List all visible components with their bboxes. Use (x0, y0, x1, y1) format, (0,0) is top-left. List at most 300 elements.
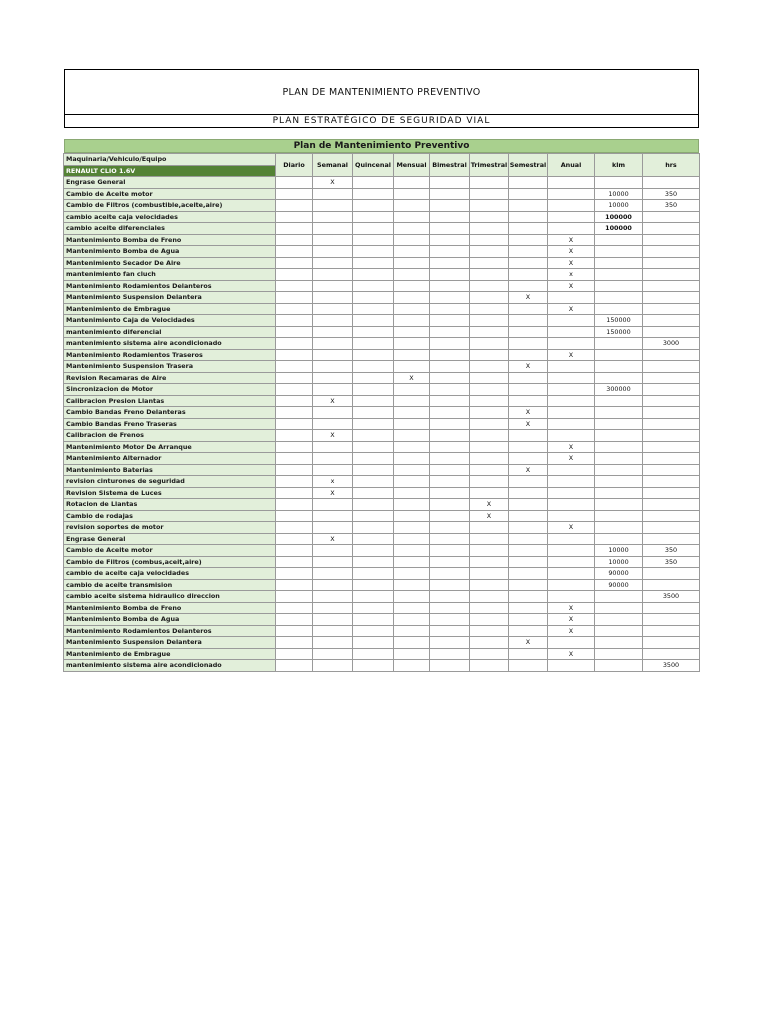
cell-anual: X (548, 349, 595, 361)
cell-quincenal (353, 200, 394, 212)
cell-hrs (643, 223, 700, 235)
cell-quincenal (353, 234, 394, 246)
cell-diario (276, 349, 313, 361)
cell-klm (595, 361, 643, 373)
cell-anual (548, 292, 595, 304)
cell-diario (276, 499, 313, 511)
cell-quincenal (353, 499, 394, 511)
cell-diario (276, 177, 313, 189)
cell-mensual (394, 453, 430, 465)
row-label: Cambio de Aceite motor (64, 545, 276, 557)
row-label: revision soportes de motor (64, 522, 276, 534)
cell-hrs (643, 476, 700, 488)
cell-anual (548, 430, 595, 442)
cell-hrs (643, 637, 700, 649)
cell-diario (276, 418, 313, 430)
table-row (64, 200, 700, 212)
table-row (64, 177, 700, 189)
row-label: Cambio de rodajas (64, 510, 276, 522)
cell-diario (276, 223, 313, 235)
cell-anual: X (548, 648, 595, 660)
cell-semanal (313, 211, 353, 223)
cell-semestral (509, 338, 548, 350)
cell-klm: 150000 (595, 326, 643, 338)
cell-semestral (509, 257, 548, 269)
cell-hrs (643, 441, 700, 453)
cell-bimestral (430, 407, 470, 419)
cell-trimestral (470, 246, 509, 258)
row-label: Mantenimiento Suspension Delantera (64, 637, 276, 649)
cell-quincenal (353, 602, 394, 614)
cell-klm: 10000 (595, 556, 643, 568)
cell-anual (548, 637, 595, 649)
row-label: Calibracion Presion Llantas (64, 395, 276, 407)
cell-semestral (509, 280, 548, 292)
cell-anual (548, 223, 595, 235)
col-header-diario: Diario (276, 154, 313, 177)
cell-mensual (394, 384, 430, 396)
cell-anual: X (548, 303, 595, 315)
document-header (64, 69, 699, 128)
cell-mensual (394, 315, 430, 327)
cell-hrs (643, 522, 700, 534)
cell-trimestral (470, 556, 509, 568)
cell-quincenal (353, 556, 394, 568)
cell-klm (595, 476, 643, 488)
cell-trimestral (470, 464, 509, 476)
cell-quincenal (353, 292, 394, 304)
cell-mensual (394, 441, 430, 453)
cell-bimestral (430, 430, 470, 442)
table-row (64, 280, 700, 292)
cell-bimestral (430, 556, 470, 568)
cell-bimestral (430, 280, 470, 292)
cell-anual: X (548, 602, 595, 614)
cell-semanal (313, 372, 353, 384)
cell-semestral (509, 315, 548, 327)
cell-bimestral (430, 602, 470, 614)
row-label: Mantenimiento Rodamientos Traseros (64, 349, 276, 361)
cell-quincenal (353, 591, 394, 603)
cell-anual (548, 556, 595, 568)
cell-mensual (394, 269, 430, 281)
cell-semanal (313, 407, 353, 419)
row-label: mantenimiento diferencial (64, 326, 276, 338)
cell-diario (276, 338, 313, 350)
row-label: Mantenimiento Secador De Aire (64, 257, 276, 269)
cell-hrs (643, 430, 700, 442)
cell-semestral (509, 188, 548, 200)
row-label: Mantenimiento Bomba de Agua (64, 246, 276, 258)
cell-hrs (643, 372, 700, 384)
cell-bimestral (430, 395, 470, 407)
row-label: Rotacion de Llantas (64, 499, 276, 511)
cell-diario (276, 395, 313, 407)
cell-semestral (509, 211, 548, 223)
cell-quincenal (353, 246, 394, 258)
cell-hrs (643, 303, 700, 315)
cell-semestral: X (509, 361, 548, 373)
row-label: Cambio de Aceite motor (64, 188, 276, 200)
table-row (64, 395, 700, 407)
cell-semanal (313, 292, 353, 304)
cell-quincenal (353, 533, 394, 545)
cell-trimestral (470, 200, 509, 212)
cell-anual: x (548, 269, 595, 281)
cell-semanal (313, 303, 353, 315)
cell-mensual (394, 579, 430, 591)
cell-semestral (509, 349, 548, 361)
cell-semanal (313, 522, 353, 534)
cell-trimestral (470, 280, 509, 292)
cell-bimestral (430, 246, 470, 258)
cell-bimestral (430, 211, 470, 223)
cell-trimestral (470, 177, 509, 189)
cell-hrs (643, 269, 700, 281)
cell-semestral (509, 545, 548, 557)
cell-mensual: X (394, 372, 430, 384)
cell-diario (276, 591, 313, 603)
cell-trimestral (470, 441, 509, 453)
cell-hrs (643, 568, 700, 580)
row-label: cambio aceite caja velocidades (64, 211, 276, 223)
cell-anual (548, 188, 595, 200)
row-label: mantenimiento fan cluch (64, 269, 276, 281)
cell-semanal (313, 418, 353, 430)
cell-semanal (313, 326, 353, 338)
cell-trimestral (470, 223, 509, 235)
cell-diario (276, 453, 313, 465)
cell-diario (276, 533, 313, 545)
cell-anual: X (548, 614, 595, 626)
cell-anual (548, 545, 595, 557)
plan-title: Plan de Mantenimiento Preventivo (64, 139, 699, 153)
cell-bimestral (430, 177, 470, 189)
cell-diario (276, 407, 313, 419)
cell-trimestral (470, 637, 509, 649)
table-row (64, 510, 700, 522)
col-header-bimestral: Bimestral (430, 154, 470, 177)
cell-anual: X (548, 441, 595, 453)
cell-semanal (313, 441, 353, 453)
cell-bimestral (430, 625, 470, 637)
cell-semestral: X (509, 418, 548, 430)
table-row (64, 349, 700, 361)
cell-diario (276, 430, 313, 442)
row-label: Engrase General (64, 177, 276, 189)
cell-semestral (509, 223, 548, 235)
cell-quincenal (353, 384, 394, 396)
cell-semestral (509, 522, 548, 534)
cell-mensual (394, 614, 430, 626)
cell-klm: 150000 (595, 315, 643, 327)
cell-klm (595, 533, 643, 545)
cell-mensual (394, 568, 430, 580)
cell-semanal: X (313, 533, 353, 545)
cell-klm (595, 441, 643, 453)
cell-bimestral (430, 510, 470, 522)
cell-trimestral (470, 234, 509, 246)
cell-diario (276, 280, 313, 292)
cell-bimestral (430, 533, 470, 545)
cell-semanal (313, 200, 353, 212)
cell-hrs (643, 234, 700, 246)
cell-hrs (643, 315, 700, 327)
row-label: Calibracion de Frenos (64, 430, 276, 442)
row-label: Sincronizacion de Motor (64, 384, 276, 396)
cell-semestral: X (509, 464, 548, 476)
cell-diario (276, 625, 313, 637)
cell-semanal: X (313, 487, 353, 499)
cell-semestral (509, 453, 548, 465)
cell-semanal: X (313, 177, 353, 189)
cell-mensual (394, 361, 430, 373)
cell-trimestral (470, 211, 509, 223)
cell-klm (595, 234, 643, 246)
cell-klm (595, 499, 643, 511)
cell-hrs (643, 533, 700, 545)
cell-klm (595, 648, 643, 660)
cell-semanal (313, 257, 353, 269)
cell-trimestral (470, 315, 509, 327)
cell-bimestral (430, 441, 470, 453)
cell-diario (276, 648, 313, 660)
cell-hrs (643, 326, 700, 338)
table-row (64, 372, 700, 384)
table-row (64, 418, 700, 430)
cell-trimestral (470, 292, 509, 304)
cell-bimestral (430, 188, 470, 200)
cell-semanal (313, 453, 353, 465)
cell-diario (276, 476, 313, 488)
col-header-mensual: Mensual (394, 154, 430, 177)
cell-quincenal (353, 280, 394, 292)
cell-klm (595, 453, 643, 465)
cell-semanal (313, 361, 353, 373)
table-row (64, 522, 700, 534)
document-title: PLAN DE MANTENIMIENTO PREVENTIVO (65, 70, 698, 115)
cell-semestral (509, 395, 548, 407)
cell-quincenal (353, 545, 394, 557)
cell-semanal (313, 499, 353, 511)
cell-semanal: X (313, 395, 353, 407)
cell-diario (276, 568, 313, 580)
table-row (64, 453, 700, 465)
cell-semestral (509, 556, 548, 568)
cell-semestral (509, 591, 548, 603)
cell-quincenal (353, 372, 394, 384)
cell-anual (548, 591, 595, 603)
cell-anual (548, 361, 595, 373)
cell-diario (276, 315, 313, 327)
cell-semanal (313, 660, 353, 672)
cell-diario (276, 660, 313, 672)
cell-anual (548, 579, 595, 591)
table-row (64, 602, 700, 614)
cell-mensual (394, 234, 430, 246)
cell-semestral (509, 510, 548, 522)
cell-semanal (313, 464, 353, 476)
cell-semestral (509, 660, 548, 672)
row-label: Engrase General (64, 533, 276, 545)
cell-bimestral (430, 349, 470, 361)
cell-diario (276, 211, 313, 223)
cell-semanal (313, 648, 353, 660)
cell-mensual (394, 177, 430, 189)
cell-semanal (313, 637, 353, 649)
cell-semanal (313, 568, 353, 580)
cell-bimestral (430, 372, 470, 384)
cell-trimestral (470, 591, 509, 603)
cell-bimestral (430, 384, 470, 396)
cell-mensual (394, 464, 430, 476)
cell-diario (276, 234, 313, 246)
cell-bimestral (430, 315, 470, 327)
cell-klm (595, 246, 643, 258)
cell-anual (548, 464, 595, 476)
cell-semestral: X (509, 407, 548, 419)
cell-anual (548, 568, 595, 580)
row-label: Mantenimiento Suspension Delantera (64, 292, 276, 304)
cell-klm: 10000 (595, 188, 643, 200)
cell-hrs (643, 499, 700, 511)
cell-bimestral (430, 637, 470, 649)
cell-klm (595, 637, 643, 649)
row-label: Cambio de Filtros (combustible,aceite,aire) (64, 200, 276, 212)
cell-quincenal (353, 453, 394, 465)
row-label: Mantenimiento Bomba de Freno (64, 234, 276, 246)
row-label: revision cinturones de seguridad (64, 476, 276, 488)
table-row (64, 476, 700, 488)
cell-diario (276, 545, 313, 557)
cell-anual (548, 418, 595, 430)
table-row (64, 315, 700, 327)
table-row (64, 441, 700, 453)
cell-semestral (509, 326, 548, 338)
document-subtitle: PLAN ESTRATÉGICO DE SEGURIDAD VIAL (272, 116, 491, 126)
cell-diario (276, 384, 313, 396)
table-row (64, 407, 700, 419)
cell-klm: 10000 (595, 200, 643, 212)
cell-semanal (313, 315, 353, 327)
col-header-trimestral: Trimestral (470, 154, 509, 177)
cell-semestral (509, 246, 548, 258)
cell-klm (595, 660, 643, 672)
row-label: Cambio Bandas Freno Traseras (64, 418, 276, 430)
cell-bimestral (430, 591, 470, 603)
cell-semestral (509, 384, 548, 396)
cell-semestral (509, 648, 548, 660)
cell-hrs (643, 257, 700, 269)
cell-diario (276, 464, 313, 476)
table-row (64, 246, 700, 258)
cell-trimestral (470, 418, 509, 430)
cell-bimestral (430, 303, 470, 315)
table-row (64, 430, 700, 442)
cell-hrs: 350 (643, 188, 700, 200)
cell-quincenal (353, 522, 394, 534)
cell-hrs (643, 487, 700, 499)
col-header-anual: Anual (548, 154, 595, 177)
cell-hrs: 350 (643, 556, 700, 568)
cell-quincenal (353, 315, 394, 327)
cell-quincenal (353, 660, 394, 672)
cell-quincenal (353, 614, 394, 626)
cell-mensual (394, 499, 430, 511)
table-row (64, 211, 700, 223)
row-label: Mantenimiento de Embrague (64, 648, 276, 660)
cell-hrs (643, 384, 700, 396)
cell-mensual (394, 591, 430, 603)
cell-mensual (394, 487, 430, 499)
cell-bimestral (430, 200, 470, 212)
cell-quincenal (353, 395, 394, 407)
cell-hrs: 3500 (643, 591, 700, 603)
cell-semanal (313, 384, 353, 396)
cell-klm (595, 430, 643, 442)
cell-mensual (394, 556, 430, 568)
col-header-semanal: Semanal (313, 154, 353, 177)
cell-semestral (509, 625, 548, 637)
cell-semanal (313, 234, 353, 246)
cell-quincenal (353, 407, 394, 419)
cell-semestral: X (509, 637, 548, 649)
cell-klm (595, 177, 643, 189)
cell-mensual (394, 303, 430, 315)
table-row (64, 326, 700, 338)
cell-trimestral (470, 338, 509, 350)
cell-klm (595, 349, 643, 361)
cell-quincenal (353, 269, 394, 281)
cell-semestral (509, 487, 548, 499)
cell-diario (276, 269, 313, 281)
cell-trimestral (470, 476, 509, 488)
cell-quincenal (353, 430, 394, 442)
cell-bimestral (430, 257, 470, 269)
cell-klm (595, 407, 643, 419)
cell-klm: 10000 (595, 545, 643, 557)
table-row (64, 464, 700, 476)
cell-bimestral (430, 499, 470, 511)
cell-semanal (313, 602, 353, 614)
cell-diario (276, 602, 313, 614)
cell-trimestral (470, 533, 509, 545)
cell-bimestral (430, 326, 470, 338)
cell-mensual (394, 476, 430, 488)
cell-hrs (643, 395, 700, 407)
cell-trimestral (470, 453, 509, 465)
cell-anual (548, 499, 595, 511)
cell-anual (548, 384, 595, 396)
cell-bimestral (430, 418, 470, 430)
cell-quincenal (353, 303, 394, 315)
row-label: Mantenimiento Alternador (64, 453, 276, 465)
cell-semanal (313, 188, 353, 200)
cell-klm (595, 372, 643, 384)
cell-diario (276, 441, 313, 453)
cell-hrs (643, 407, 700, 419)
cell-semanal (313, 614, 353, 626)
col-header-semestral: Semestral (509, 154, 548, 177)
cell-anual: X (548, 625, 595, 637)
cell-mensual (394, 211, 430, 223)
cell-hrs (643, 648, 700, 660)
cell-diario (276, 579, 313, 591)
cell-quincenal (353, 625, 394, 637)
cell-mensual (394, 418, 430, 430)
cell-trimestral (470, 349, 509, 361)
cell-hrs: 350 (643, 545, 700, 557)
